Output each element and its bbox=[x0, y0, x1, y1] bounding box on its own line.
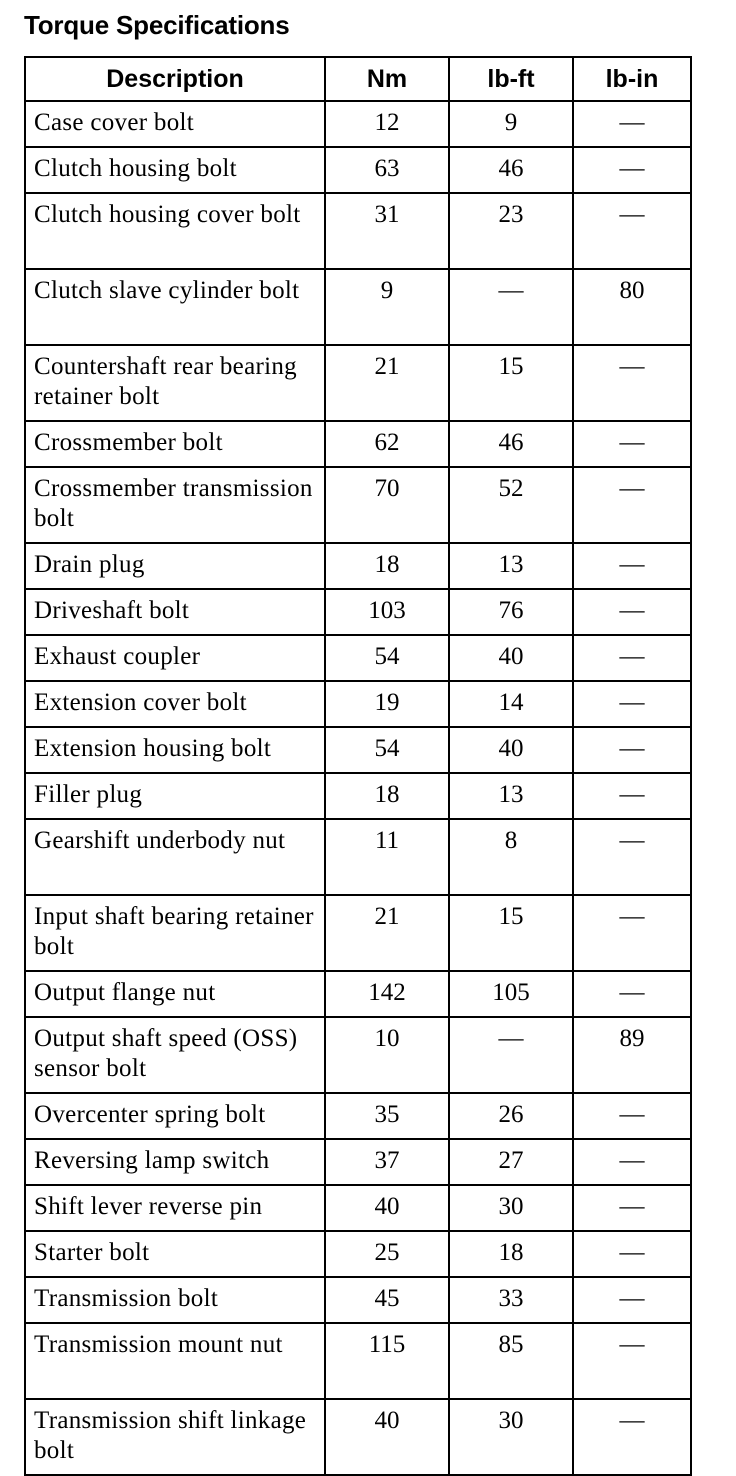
cell-nm: 40 bbox=[325, 1185, 449, 1231]
table-row bbox=[25, 269, 691, 345]
cell-lb-in: 80 bbox=[573, 269, 691, 345]
cell-lb-ft: 15 bbox=[449, 345, 573, 421]
header-lb-in: lb-in bbox=[573, 57, 691, 101]
cell-description: Shift lever reverse pin bbox=[25, 1185, 325, 1231]
cell-description: Output flange nut bbox=[25, 971, 325, 1017]
cell-lb-ft: 13 bbox=[449, 543, 573, 589]
cell-lb-ft: 105 bbox=[449, 971, 573, 1017]
cell-nm: 54 bbox=[325, 635, 449, 681]
cell-lb-ft: 9 bbox=[449, 101, 573, 147]
cell-lb-in: — bbox=[573, 467, 691, 543]
cell-description: Drain plug bbox=[25, 543, 325, 589]
table-row bbox=[25, 193, 691, 269]
cell-lb-in: — bbox=[573, 681, 691, 727]
cell-lb-in: — bbox=[573, 345, 691, 421]
cell-lb-in: — bbox=[573, 727, 691, 773]
cell-description: Filler plug bbox=[25, 773, 325, 819]
table-header-row bbox=[25, 57, 691, 101]
header-lb-ft: lb-ft bbox=[449, 57, 573, 101]
table-row bbox=[25, 543, 691, 589]
table-row bbox=[25, 1399, 691, 1475]
cell-description: Countershaft rear bearing retainer bolt bbox=[25, 345, 325, 421]
cell-description: Extension cover bolt bbox=[25, 681, 325, 727]
cell-lb-in: — bbox=[573, 1231, 691, 1277]
cell-nm: 37 bbox=[325, 1139, 449, 1185]
cell-lb-in: — bbox=[573, 589, 691, 635]
page-title: Torque Specifications bbox=[24, 10, 290, 40]
cell-lb-ft: 46 bbox=[449, 421, 573, 467]
cell-lb-in: — bbox=[573, 543, 691, 589]
cell-nm: 25 bbox=[325, 1231, 449, 1277]
table-row bbox=[25, 1231, 691, 1277]
header-nm: Nm bbox=[325, 57, 449, 101]
cell-description: Clutch slave cylinder bolt bbox=[25, 269, 325, 345]
cell-description: Output shaft speed (OSS) sensor bolt bbox=[25, 1017, 325, 1093]
cell-lb-ft: 13 bbox=[449, 773, 573, 819]
cell-description: Clutch housing bolt bbox=[25, 147, 325, 193]
cell-lb-ft: 23 bbox=[449, 193, 573, 269]
table-row bbox=[25, 1277, 691, 1323]
cell-lb-in: — bbox=[573, 971, 691, 1017]
cell-nm: 70 bbox=[325, 467, 449, 543]
cell-nm: 63 bbox=[325, 147, 449, 193]
cell-nm: 31 bbox=[325, 193, 449, 269]
cell-lb-in: — bbox=[573, 101, 691, 147]
cell-lb-ft: 52 bbox=[449, 467, 573, 543]
cell-lb-ft: 30 bbox=[449, 1185, 573, 1231]
table-row bbox=[25, 147, 691, 193]
cell-description: Transmission shift linkage bolt bbox=[25, 1399, 325, 1475]
cell-lb-ft: 40 bbox=[449, 635, 573, 681]
cell-description: Input shaft bearing retainer bolt bbox=[25, 895, 325, 971]
cell-lb-ft: — bbox=[449, 269, 573, 345]
cell-lb-ft: 76 bbox=[449, 589, 573, 635]
cell-nm: 45 bbox=[325, 1277, 449, 1323]
cell-lb-in: — bbox=[573, 895, 691, 971]
cell-description: Gearshift underbody nut bbox=[25, 819, 325, 895]
cell-lb-ft: 15 bbox=[449, 895, 573, 971]
cell-lb-ft: 27 bbox=[449, 1139, 573, 1185]
cell-nm: 40 bbox=[325, 1399, 449, 1475]
cell-lb-in: — bbox=[573, 1399, 691, 1475]
cell-nm: 18 bbox=[325, 773, 449, 819]
cell-description: Crossmember transmission bolt bbox=[25, 467, 325, 543]
cell-lb-ft: 33 bbox=[449, 1277, 573, 1323]
cell-lb-ft: 8 bbox=[449, 819, 573, 895]
cell-description: Case cover bolt bbox=[25, 101, 325, 147]
cell-description: Overcenter spring bolt bbox=[25, 1093, 325, 1139]
table-row bbox=[25, 345, 691, 421]
cell-lb-in: — bbox=[573, 819, 691, 895]
table-row bbox=[25, 1185, 691, 1231]
cell-nm: 9 bbox=[325, 269, 449, 345]
cell-lb-in: — bbox=[573, 1323, 691, 1399]
cell-nm: 12 bbox=[325, 101, 449, 147]
cell-nm: 103 bbox=[325, 589, 449, 635]
table-row bbox=[25, 727, 691, 773]
cell-nm: 21 bbox=[325, 345, 449, 421]
cell-nm: 19 bbox=[325, 681, 449, 727]
cell-nm: 18 bbox=[325, 543, 449, 589]
table-row bbox=[25, 971, 691, 1017]
cell-nm: 142 bbox=[325, 971, 449, 1017]
table-row bbox=[25, 101, 691, 147]
cell-nm: 11 bbox=[325, 819, 449, 895]
table-row bbox=[25, 1017, 691, 1093]
cell-nm: 21 bbox=[325, 895, 449, 971]
cell-description: Transmission mount nut bbox=[25, 1323, 325, 1399]
cell-nm: 10 bbox=[325, 1017, 449, 1093]
cell-lb-in: — bbox=[573, 147, 691, 193]
cell-nm: 35 bbox=[325, 1093, 449, 1139]
cell-description: Driveshaft bolt bbox=[25, 589, 325, 635]
cell-nm: 62 bbox=[325, 421, 449, 467]
cell-lb-in: — bbox=[573, 773, 691, 819]
cell-description: Extension housing bolt bbox=[25, 727, 325, 773]
header-description: Description bbox=[25, 57, 325, 101]
table-row bbox=[25, 635, 691, 681]
table-row bbox=[25, 895, 691, 971]
cell-lb-in: — bbox=[573, 421, 691, 467]
cell-nm: 54 bbox=[325, 727, 449, 773]
cell-description: Transmission bolt bbox=[25, 1277, 325, 1323]
cell-description: Reversing lamp switch bbox=[25, 1139, 325, 1185]
cell-description: Exhaust coupler bbox=[25, 635, 325, 681]
cell-lb-ft: 46 bbox=[449, 147, 573, 193]
cell-description: Starter bolt bbox=[25, 1231, 325, 1277]
table-row bbox=[25, 773, 691, 819]
table-row bbox=[25, 1323, 691, 1399]
cell-lb-ft: 26 bbox=[449, 1093, 573, 1139]
table-row bbox=[25, 819, 691, 895]
cell-lb-ft: 30 bbox=[449, 1399, 573, 1475]
cell-description: Clutch housing cover bolt bbox=[25, 193, 325, 269]
cell-nm: 115 bbox=[325, 1323, 449, 1399]
cell-lb-in: — bbox=[573, 1277, 691, 1323]
cell-lb-in: — bbox=[573, 1185, 691, 1231]
table-row bbox=[25, 1139, 691, 1185]
cell-lb-ft: — bbox=[449, 1017, 573, 1093]
cell-description: Crossmember bolt bbox=[25, 421, 325, 467]
cell-lb-in: — bbox=[573, 1093, 691, 1139]
cell-lb-in: — bbox=[573, 193, 691, 269]
cell-lb-ft: 14 bbox=[449, 681, 573, 727]
cell-lb-ft: 18 bbox=[449, 1231, 573, 1277]
table-row bbox=[25, 589, 691, 635]
cell-lb-ft: 40 bbox=[449, 727, 573, 773]
cell-lb-ft: 85 bbox=[449, 1323, 573, 1399]
table-row bbox=[25, 1093, 691, 1139]
cell-lb-in: 89 bbox=[573, 1017, 691, 1093]
cell-lb-in: — bbox=[573, 1139, 691, 1185]
table-row bbox=[25, 467, 691, 543]
cell-lb-in: — bbox=[573, 635, 691, 681]
table-row bbox=[25, 681, 691, 727]
table-row bbox=[25, 421, 691, 467]
torque-spec-table bbox=[24, 56, 692, 1476]
